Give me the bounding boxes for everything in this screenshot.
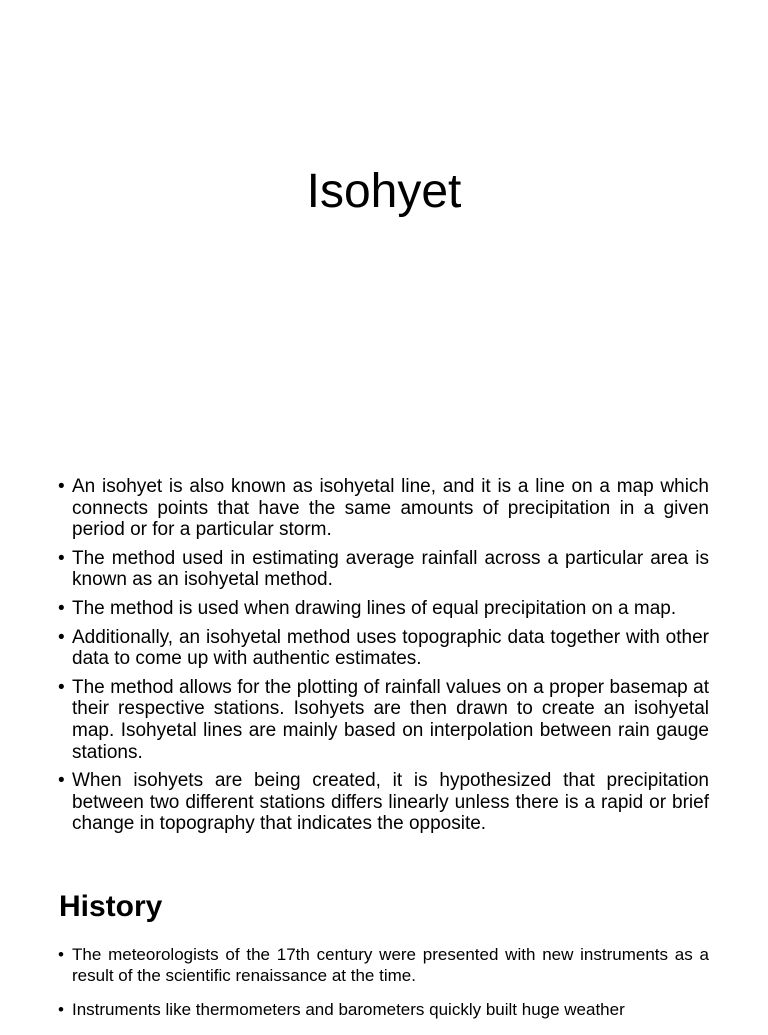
bullet-icon: • xyxy=(58,770,65,792)
page-title: Isohyet xyxy=(306,165,462,218)
list-item xyxy=(58,770,709,835)
list-item xyxy=(58,677,709,763)
bullet-list xyxy=(58,476,709,842)
bullet-text: An isohyet is also known as isohyetal line, and it is a line on a map which connects points that have the same amounts of precipitation in a given period or for a particular storm. xyxy=(72,476,709,541)
history-heading: History xyxy=(59,890,163,923)
list-item xyxy=(58,1000,709,1021)
bullet-text: The method allows for the plotting of rainfall values on a proper basemap at their respective stations. Isohyets are then drawn to create an isohyetal map. Isohyetal lines are mainly based on interpolation between rain gauge stations. xyxy=(72,676,709,763)
bullet-icon: • xyxy=(58,676,65,698)
bullet-text: The meteorologists of the 17th century were presented with new instruments as a result of the scientific renaissance at the time. xyxy=(72,945,709,985)
bullet-text: When isohyets are being created, it is hypothesized that precipitation between two different stations differs linearly unless there is a rapid or brief change in topography that indicates the opposite. xyxy=(72,770,709,835)
bullet-icon: • xyxy=(58,547,65,569)
list-item xyxy=(58,548,709,591)
bullet-icon: • xyxy=(58,1000,64,1019)
bullet-text: Additionally, an isohyetal method uses topographic data together with other data to come up with authentic estimates. xyxy=(72,626,709,670)
history-list xyxy=(58,945,709,1035)
list-item xyxy=(58,476,709,541)
bullet-text: Instruments like thermometers and barometers quickly built huge weather xyxy=(72,1000,625,1019)
bullet-icon: • xyxy=(58,597,65,619)
bullet-icon: • xyxy=(58,476,65,497)
list-item xyxy=(58,627,709,670)
bullet-text: The method is used when drawing lines of equal precipitation on a map. xyxy=(72,597,677,619)
list-item xyxy=(58,945,709,986)
bullet-icon: • xyxy=(58,626,65,648)
bullet-text: The method used in estimating average rainfall across a particular area is known as an isohyetal method. xyxy=(72,547,709,591)
list-item xyxy=(58,598,709,620)
bullet-icon: • xyxy=(58,945,64,964)
